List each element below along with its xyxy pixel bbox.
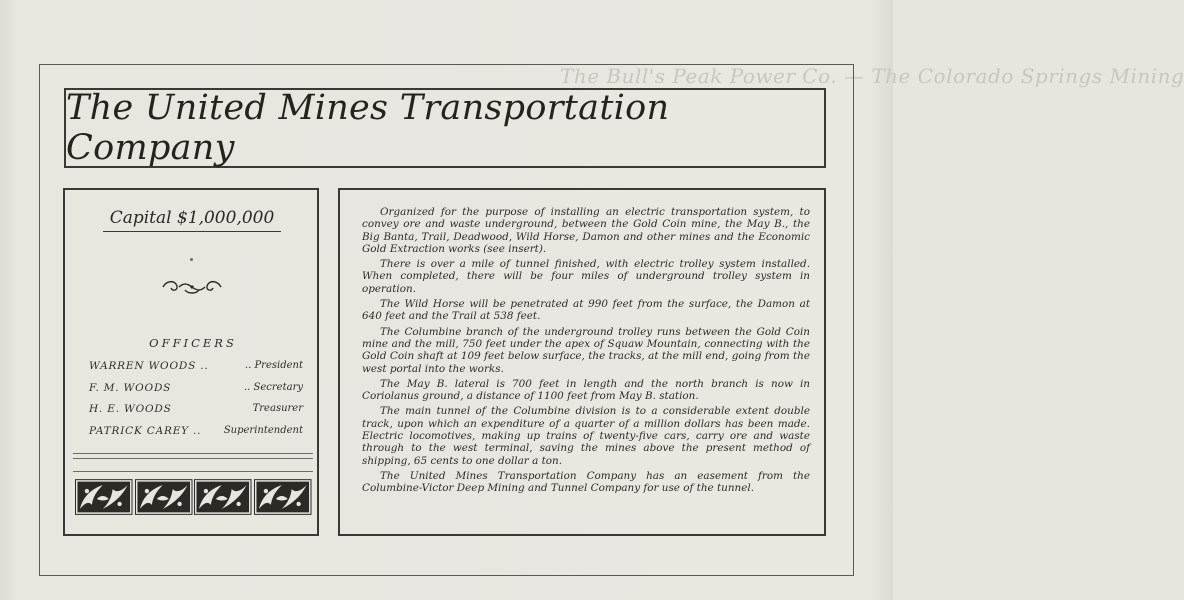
officer-role: .. President — [244, 360, 303, 371]
divider-rule — [73, 458, 313, 459]
acanthus-leaf-ornament-icon — [194, 479, 252, 515]
acanthus-leaf-ornament-icon — [75, 479, 133, 515]
capital-label: Capital $1,000,000 — [103, 208, 281, 232]
officer-name: PATRICK CAREY .. — [89, 425, 202, 437]
officer-role: Superintendent — [223, 425, 303, 436]
description-panel — [338, 188, 826, 536]
officer-name: WARREN WOODS .. — [89, 360, 209, 372]
ornament-strip — [75, 479, 311, 515]
officer-name: F. M. WOODS — [89, 382, 172, 394]
paragraph: The United Mines Transportation Company has an easement from the Columbine-Victor Deep Mining and Tunnel Company for use of the tunnel. — [362, 469, 810, 495]
officer-role: .. Secretary — [243, 382, 303, 393]
description-text — [362, 206, 810, 498]
acanthus-leaf-ornament-icon — [254, 479, 312, 515]
divider-rule — [73, 471, 313, 472]
paragraph: The May B. lateral is 700 feet in length and the north branch is now in Coriolanus ground, a distance of 1100 feet from May B. station. — [362, 377, 810, 403]
acanthus-leaf-ornament-icon — [135, 479, 193, 515]
title-box — [64, 88, 826, 168]
capital-officers-panel — [63, 188, 319, 536]
paragraph: The main tunnel of the Columbine division is to a considerable extent double track, upon which an expenditure of a quarter of a million dollars has been made. Electric locomotives, making up trains of twenty-five cars, carry ore and waste through to the west terminal, saving the mines above the present method of shipping, 65 cents to one dollar a ton. — [362, 405, 810, 467]
officer-row — [89, 403, 303, 419]
page-title: The United Mines Transportation Company — [66, 88, 670, 168]
officer-row — [89, 360, 303, 376]
officer-row — [89, 425, 303, 441]
show-through-text: The Bull's Peak Power Co. — The Colorado Springs Mining — [560, 64, 1184, 88]
paragraph: Organized for the purpose of installing an electric transportation system, to convey ore and waste underground, between the Gold Coin mine, the May B., the Big Banta, Trail, Deadwood, Wild Horse, Damon and other mines and the Economic Gold Extraction works (see insert). — [362, 206, 810, 255]
divider-rule — [73, 453, 313, 454]
officer-role: Treasurer — [252, 403, 303, 414]
paragraph: There is over a mile of tunnel finished, with electric trolley system installed. When completed, there will be four miles of underground trolley system in operation. — [362, 258, 810, 295]
officer-name: H. E. WOODS — [89, 403, 172, 415]
fleuron-ornament-icon — [157, 278, 227, 296]
paragraph: The Wild Horse will be penetrated at 990 feet from the surface, the Damon at 640 feet and the Trail at 538 feet. — [362, 298, 810, 323]
paragraph: The Columbine branch of the underground trolley runs between the Gold Coin mine and the mill, 750 feet under the apex of Squaw Mountain, connecting with the Gold Coin shaft at 109 feet below surface, the tracks, at the mill end, going from the west portal into the works. — [362, 325, 810, 375]
decorative-dot — [190, 258, 193, 261]
officers-heading: OFFICERS — [149, 336, 237, 350]
officer-row — [89, 382, 303, 398]
